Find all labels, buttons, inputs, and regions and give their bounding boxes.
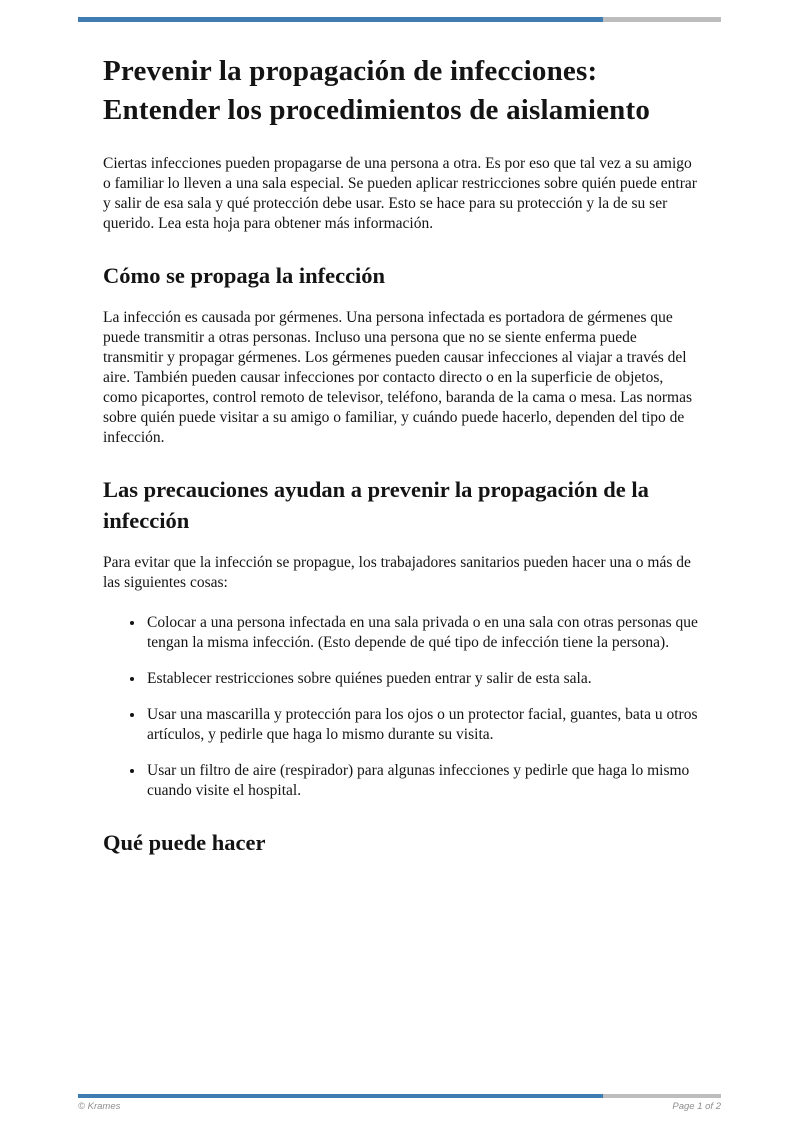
section-paragraph-precautions: Para evitar que la infección se propague, los trabajadores sanitarios pueden hacer una o más de las siguientes cosas: [103, 554, 691, 591]
section-heading-what-you-can-do: Qué puede hacer [103, 830, 266, 855]
list-item: • Colocar a una persona infectada en una sala privada o en una sala con otras personas que tengan la misma infección. (Esto depende de qué tipo de infección tiene la persona). [145, 613, 700, 653]
document-content [103, 52, 700, 875]
top-accent-bar [78, 17, 721, 22]
page-footer [78, 1101, 721, 1112]
footer-divider-bar-blue-segment [78, 1094, 603, 1098]
precautions-bullet-list [103, 613, 700, 801]
page-title: Prevenir la propagación de infecciones: Entender los procedimientos de aislamiento [103, 55, 651, 126]
copyright-text: © Krames [78, 1101, 121, 1112]
top-accent-bar-blue-segment [78, 17, 603, 22]
section-paragraph-how-infection-spreads: La infección es causada por gérmenes. Una persona infectada es portadora de gérmenes que puede transmitir a otras personas. Incluso una persona que no se siente enferma puede transmitir y propagar gérmenes. Los gérmenes pueden causar infecciones al viajar a través del aire. También pueden causar infecciones por contacto directo o en la superficie de objetos, como picaportes, control remoto de televisor, teléfono, baranda de la cama o mesa. Las normas sobre quién puede visitar a su amigo o familiar, y cuándo puede hacerlo, dependen del tipo de infección. [103, 309, 693, 446]
footer-divider-bar-gray-segment [603, 1094, 721, 1098]
footer-divider-bar [78, 1094, 721, 1098]
section-heading-precautions: Las precauciones ayudan a prevenir la propagación de la infección [103, 477, 649, 533]
page-indicator: Page 1 of 2 [672, 1101, 721, 1112]
section-heading-how-infection-spreads: Cómo se propaga la infección [103, 263, 386, 288]
list-item: • Usar un filtro de aire (respirador) para algunas infecciones y pedirle que haga lo mismo cuando visite el hospital. [145, 761, 700, 801]
list-item: • Usar una mascarilla y protección para los ojos o un protector facial, guantes, bata u otros artículos, y pedirle que haga lo mismo durante su visita. [145, 705, 700, 745]
intro-paragraph: Ciertas infecciones pueden propagarse de una persona a otra. Es por eso que tal vez a su amigo o familiar lo lleven a una sala especial. Se pueden aplicar restricciones sobre quién puede entrar y salir de esa sala y qué protección debe usar. Esto se hace para su protección y la de su ser querido. Lea esta hoja para obtener más información. [103, 155, 697, 232]
list-item: • Establecer restricciones sobre quiénes pueden entrar y salir de esta sala. [145, 669, 700, 689]
top-accent-bar-gray-segment [603, 17, 721, 22]
